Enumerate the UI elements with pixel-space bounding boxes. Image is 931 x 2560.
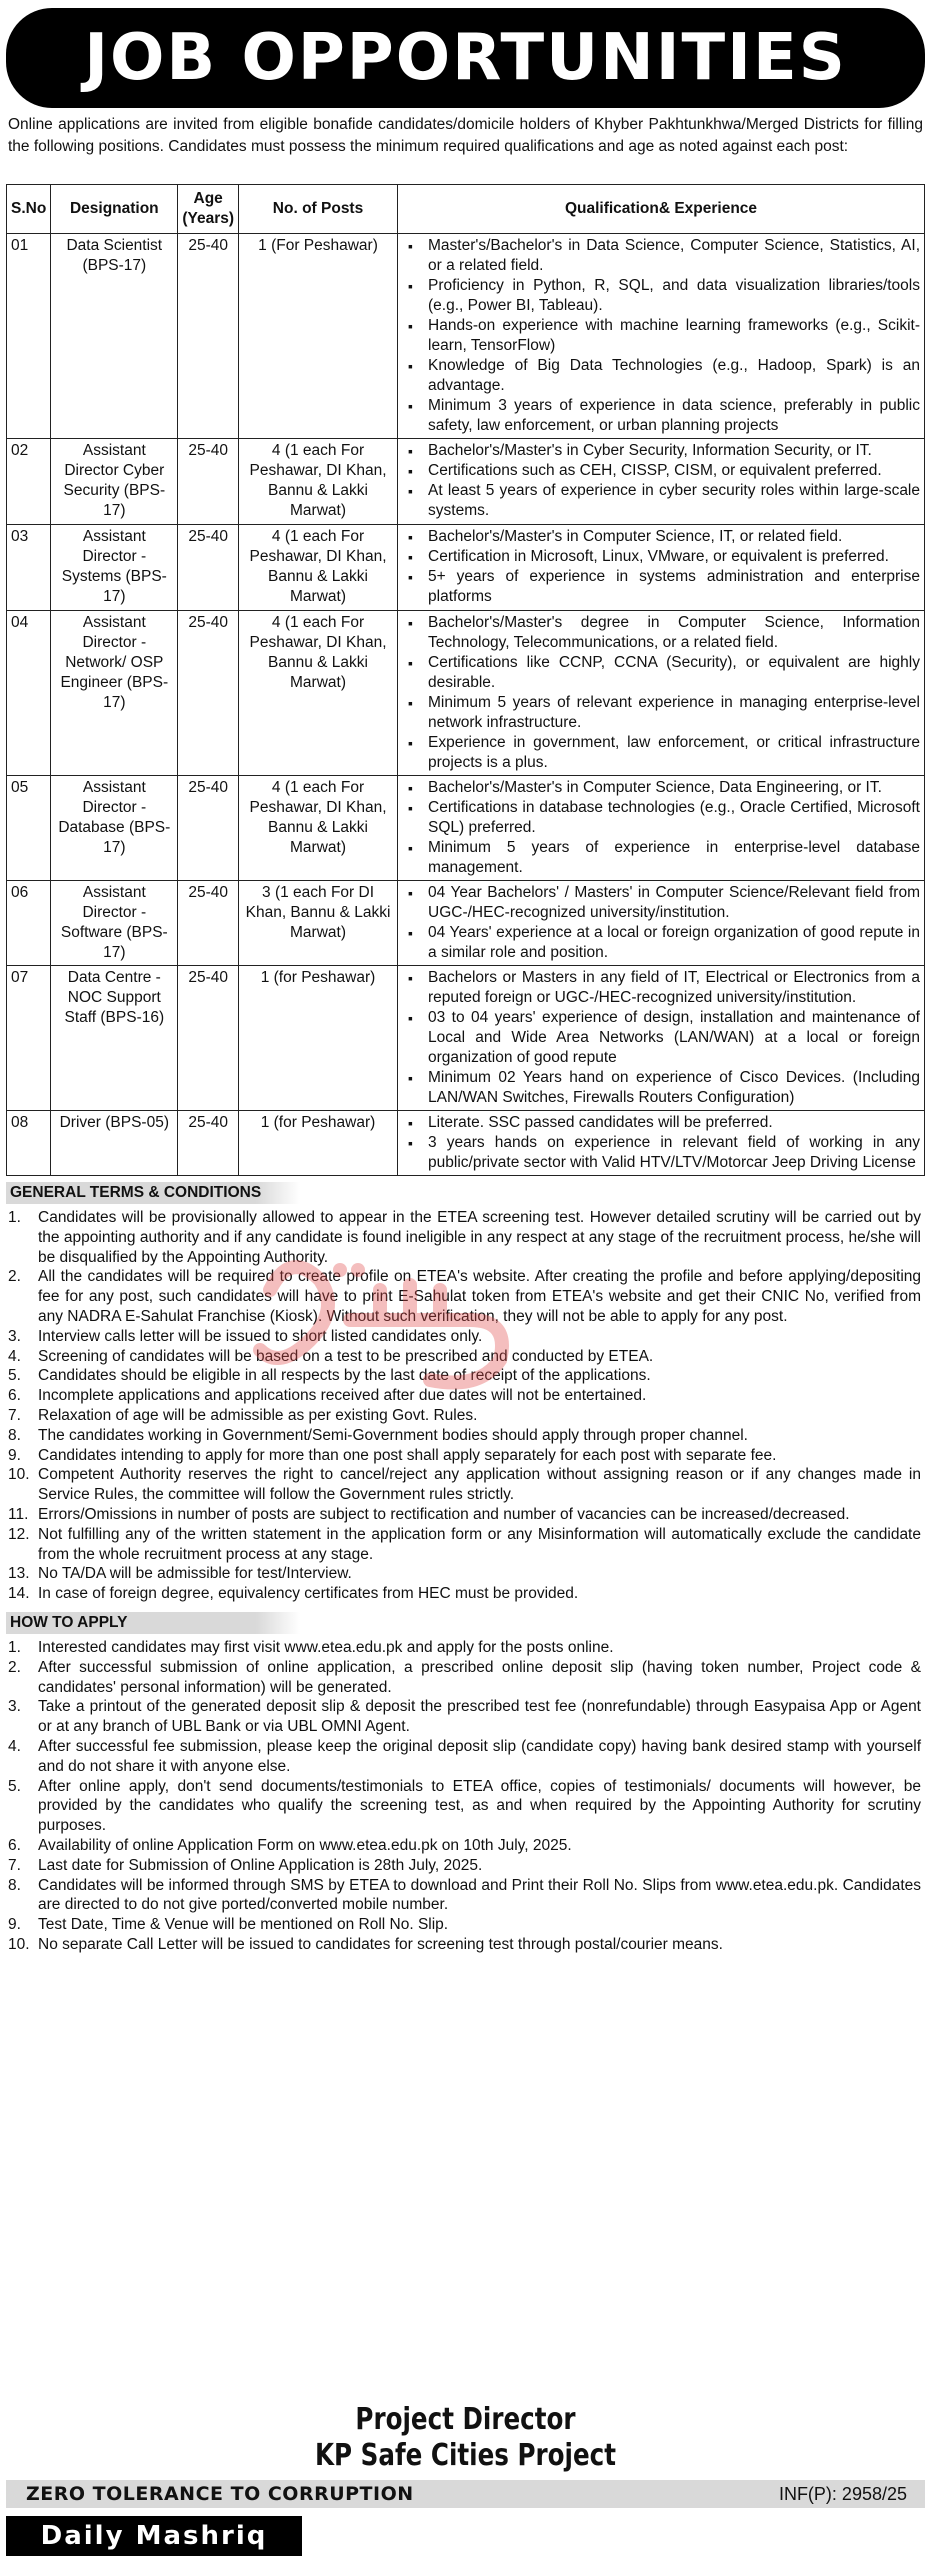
- list-item: [8, 1564, 921, 1584]
- list-item-text: The candidates working in Government/Semi-Government bodies should apply through proper channel.: [38, 1426, 748, 1444]
- list-item-number: 5.: [8, 1367, 21, 1385]
- row-designation: Assistant Director Cyber Security (BPS-17): [51, 439, 178, 525]
- row-qualifications: [398, 1111, 925, 1176]
- qualification-item: ▪ 04 Years' experience at a local or foreign organization of good repute in a similar role and position.: [428, 923, 920, 963]
- qualification-item: ▪ Proficiency in Python, R, SQL, and data visualization libraries/tools (e.g., Power BI, Tableau).: [428, 276, 920, 316]
- footer-bar: [6, 2480, 925, 2508]
- list-item: [8, 1836, 921, 1856]
- list-item-text: After successful fee submission, please keep the original deposit slip (candidate copy) having bank desired stamp with yourself and do not share it with anyone else.: [38, 1737, 921, 1775]
- list-item-number: 1.: [8, 1209, 21, 1226]
- list-item-text: No TA/DA will be admissible for test/Interview.: [38, 1565, 352, 1583]
- header-posts: No. of Posts: [239, 185, 398, 234]
- list-item-text: Candidates intending to apply for more than one post shall apply separately for each post with separate fee.: [38, 1446, 777, 1464]
- list-item: [8, 1876, 921, 1916]
- row-qualifications: [398, 776, 925, 881]
- table-row: [7, 439, 925, 525]
- list-item-text: Relaxation of age will be admissible as per existing Govt. Rules.: [38, 1406, 478, 1424]
- list-item-number: 12.: [8, 1525, 30, 1543]
- project-name: KP Safe Cities Project: [314, 2438, 617, 2473]
- row-sno: 02: [7, 439, 51, 525]
- list-item: [8, 1737, 921, 1777]
- row-qualifications: [398, 966, 925, 1111]
- list-item-number: 4.: [8, 1347, 21, 1365]
- header-designation: Designation: [51, 185, 178, 234]
- list-item-text: Competent Authority reserves the right to cancel/reject any application without assigning reason or if any changes made in Service Rules, the committee will follow the Government rules strictly.: [38, 1466, 921, 1504]
- row-posts: 1 (for Peshawar): [239, 1111, 398, 1176]
- qualification-item: ▪ Bachelor's/Master's in Computer Science, Data Engineering, or IT.: [428, 778, 920, 798]
- list-item-number: 2.: [8, 1268, 21, 1286]
- row-sno: 01: [7, 234, 51, 439]
- row-sno: 08: [7, 1111, 51, 1176]
- brand-name: Daily Mashriq: [40, 2521, 268, 2551]
- list-item: [8, 1347, 921, 1367]
- list-item: [8, 1465, 921, 1505]
- row-sno: 05: [7, 776, 51, 881]
- list-item: [8, 1406, 921, 1426]
- list-item: [8, 1366, 921, 1386]
- row-sno: 04: [7, 611, 51, 776]
- list-item-number: 8.: [8, 1426, 21, 1444]
- row-age: 25-40: [178, 525, 239, 611]
- list-item: [8, 1697, 921, 1737]
- list-item-number: 11.: [8, 1505, 29, 1523]
- header-age: Age (Years): [178, 185, 239, 234]
- qualification-item: ▪ Literate. SSC passed candidates will be preferred.: [428, 1113, 920, 1133]
- row-qualifications: [398, 439, 925, 525]
- list-item-number: 14.: [8, 1585, 30, 1603]
- list-item-text: Candidates will be informed through SMS by ETEA to download and Print their Roll No. Slips from www.etea.edu.pk. Candidates are directed to do not give ported/converted mobile number.: [38, 1876, 921, 1914]
- qualification-item: ▪ Certifications like CCNP, CCNA (Security), or equivalent are highly desirable.: [428, 653, 920, 693]
- list-item-text: Test Date, Time & Venue will be mentioned on Roll No. Slip.: [38, 1916, 449, 1934]
- list-item-number: 9.: [8, 1446, 21, 1464]
- row-age: 25-40: [178, 234, 239, 439]
- list-item-number: 10.: [8, 1935, 30, 1953]
- list-item: [8, 1915, 921, 1935]
- qualification-item: ▪ 03 to 04 years' experience of design, installation and maintenance of Local and Wide Area Networks (LAN/WAN) at a local or foreign organization of good repute: [428, 1008, 920, 1068]
- list-item-text: Availability of online Application Form on www.etea.edu.pk on 10th July, 2025.: [38, 1836, 572, 1854]
- row-qualifications: [398, 881, 925, 966]
- list-item-number: 6.: [8, 1387, 21, 1405]
- qualification-item: ▪ 04 Year Bachelors' / Masters' in Computer Science/Relevant field from UGC-/HEC-recognized university/institution.: [428, 883, 920, 923]
- terms-heading: GENERAL TERMS & CONDITIONS: [6, 1182, 300, 1204]
- row-designation: Assistant Director - Network/ OSP Engineer (BPS-17): [51, 611, 178, 776]
- row-sno: 03: [7, 525, 51, 611]
- header-sno: S.No: [7, 185, 51, 234]
- qualification-item: ▪ Bachelor's/Master's degree in Computer Science, Information Technology, Telecommunications, or a related field.: [428, 613, 920, 653]
- header-qualification: Qualification& Experience: [398, 185, 925, 234]
- list-item: [8, 1658, 921, 1698]
- list-item: [8, 1584, 921, 1604]
- qualification-item: ▪ Minimum 02 Years hand on experience of Cisco Devices. (Including LAN/WAN Switches, Firewalls Routers Configuration): [428, 1068, 920, 1108]
- newspaper-brand: [6, 2516, 302, 2556]
- list-item-text: All the candidates will be required to create profile on ETEA's website. After creating the profile and before applying/depositing fee for any post, such candidates will have to print E-Sahulat token from ETEA's website and get their CNIC No, verified from any NADRA E-Sahulat Franchise (Kiosk). Without such verification, they will not be able to apply for any post.: [38, 1268, 921, 1325]
- row-age: 25-40: [178, 776, 239, 881]
- list-item: [8, 1935, 921, 1955]
- list-item-number: 10.: [8, 1466, 30, 1484]
- intro-paragraph: Online applications are invited from eligible bonafide candidates/domicile holders of Khyber Pakhtunkhwa/Merged Districts for filling the following positions. Candidates must possess the minimum required qualifications and age as noted against each post:: [8, 116, 923, 155]
- qualification-item: ▪ 5+ years of experience in systems administration and enterprise platforms: [428, 567, 920, 607]
- row-posts: 1 (For Peshawar): [239, 234, 398, 439]
- list-item-number: 7.: [8, 1856, 21, 1874]
- list-item-text: Candidates should be eligible in all respects by the last date of receipt of the applications.: [38, 1367, 651, 1385]
- list-item: [8, 1525, 921, 1565]
- list-item-text: Last date for Submission of Online Application is 28th July, 2025.: [38, 1856, 483, 1874]
- row-posts: 3 (1 each For DI Khan, Bannu & Lakki Marwat): [239, 881, 398, 966]
- qualification-item: ▪ Certification in Microsoft, Linux, VMware, or equivalent is preferred.: [428, 547, 920, 567]
- row-age: 25-40: [178, 439, 239, 525]
- list-item: [8, 1327, 921, 1347]
- qualification-item: ▪ Minimum 5 years of experience in enterprise-level database management.: [428, 838, 920, 878]
- row-qualifications: [398, 611, 925, 776]
- qualification-item: ▪ Knowledge of Big Data Technologies (e.g., Hadoop, Spark) is an advantage.: [428, 356, 920, 396]
- qualification-item: ▪ Experience in government, law enforcement, or critical infrastructure projects is a plus.: [428, 733, 920, 773]
- table-row: [7, 776, 925, 881]
- qualification-item: ▪ At least 5 years of experience in cyber security roles within large-scale systems.: [428, 481, 920, 521]
- inf-number: INF(P): 2958/25: [778, 2484, 907, 2504]
- list-item: [8, 1267, 921, 1326]
- row-designation: Assistant Director - Systems (BPS-17): [51, 525, 178, 611]
- list-item-text: Errors/Omissions in number of posts are subject to rectification and number of vacancies can be increased/decreased.: [38, 1505, 850, 1523]
- table-header-row: [7, 185, 925, 234]
- list-item: [8, 1386, 921, 1406]
- terms-list: [8, 1208, 921, 1604]
- table-row: [7, 1111, 925, 1176]
- list-item-number: 4.: [8, 1737, 21, 1755]
- row-posts: 4 (1 each For Peshawar, DI Khan, Bannu & Lakki Marwat): [239, 525, 398, 611]
- list-item: [8, 1426, 921, 1446]
- row-posts: 1 (for Peshawar): [239, 966, 398, 1111]
- row-designation: Data Scientist (BPS-17): [51, 234, 178, 439]
- qualification-item: ▪ Certifications such as CEH, CISSP, CISM, or equivalent preferred.: [428, 461, 920, 481]
- row-age: 25-40: [178, 611, 239, 776]
- list-item-number: 3.: [8, 1698, 21, 1716]
- qualification-item: ▪ 3 years hands on experience in relevant field of working in any public/private sector with Valid HTV/LTV/Motorcar Jeep Driving License: [428, 1133, 920, 1173]
- row-designation: Assistant Director - Software (BPS-17): [51, 881, 178, 966]
- qualification-item: ▪ Minimum 3 years of experience in data science, preferably in public safety, law enforcement, or urban planning projects: [428, 396, 920, 436]
- list-item-number: 7.: [8, 1406, 21, 1424]
- list-item-text: After online apply, don't send documents/testimonials to ETEA office, copies of testimonials/ documents will however, be provided by the candidates who qualify the screening test, as and when required by the Appointing Authority for scrutiny purposes.: [38, 1777, 921, 1835]
- row-qualifications: [398, 234, 925, 439]
- project-director: Project Director: [355, 2402, 576, 2437]
- row-designation: Driver (BPS-05): [51, 1111, 178, 1176]
- list-item-text: Interested candidates may first visit www.etea.edu.pk and apply for the posts online.: [38, 1639, 614, 1656]
- title-banner: [6, 8, 925, 108]
- list-item-text: Screening of candidates will be based on a test to be prescribed and conducted by ETEA.: [38, 1347, 654, 1365]
- list-item: [8, 1777, 921, 1836]
- row-qualifications: [398, 525, 925, 611]
- list-item-text: In case of foreign degree, equivalency certificates from HEC must be provided.: [38, 1585, 579, 1603]
- row-age: 25-40: [178, 881, 239, 966]
- list-item-number: 5.: [8, 1777, 21, 1795]
- table-row: [7, 966, 925, 1111]
- qualification-item: ▪ Certifications in database technologies (e.g., Oracle Certified, Microsoft SQL) preferred.: [428, 798, 920, 838]
- slogan: ZERO TOLERANCE TO CORRUPTION: [26, 2483, 414, 2505]
- table-row: [7, 525, 925, 611]
- qualification-item: ▪ Bachelor's/Master's in Computer Science, IT, or related field.: [428, 527, 920, 547]
- jobs-table: [6, 184, 925, 1176]
- list-item-number: 3.: [8, 1327, 21, 1345]
- list-item-text: Not fulfilling any of the written statement in the application form or any Misinformation will automatically exclude the candidate from the whole recruitment process at any stage.: [38, 1525, 921, 1563]
- list-item-text: Take a printout of the generated deposit slip & deposit the prescribed test fee (nonrefundable) through Easypaisa App or Agent or at any branch of UBL Bank or via UBL OMNI Agent.: [38, 1698, 921, 1736]
- qualification-item: ▪ Bachelor's/Master's in Cyber Security, Information Security, or IT.: [428, 441, 920, 461]
- list-item-number: 1.: [8, 1639, 21, 1656]
- list-item: [8, 1505, 921, 1525]
- row-sno: 06: [7, 881, 51, 966]
- row-age: 25-40: [178, 966, 239, 1111]
- list-item-number: 9.: [8, 1916, 21, 1934]
- list-item-text: After successful submission of online application, a prescribed online deposit slip (having token number, Project code & candidates' personal information) will be generated.: [38, 1658, 921, 1696]
- list-item-number: 13.: [8, 1565, 30, 1583]
- row-posts: 4 (1 each For Peshawar, DI Khan, Bannu & Lakki Marwat): [239, 611, 398, 776]
- table-row: [7, 611, 925, 776]
- table-row: [7, 234, 925, 439]
- list-item-text: Interview calls letter will be issued to short listed candidates only.: [38, 1327, 483, 1345]
- qualification-item: ▪ Bachelors or Masters in any field of IT, Electrical or Electronics from a reputed foreign or UGC-/HEC-recognized university/institution.: [428, 968, 920, 1008]
- row-posts: 4 (1 each For Peshawar, DI Khan, Bannu & Lakki Marwat): [239, 439, 398, 525]
- qualification-item: ▪ Hands-on experience with machine learning frameworks (e.g., Scikit-learn, TensorFlow): [428, 316, 920, 356]
- list-item-number: 2.: [8, 1658, 21, 1676]
- row-age: 25-40: [178, 1111, 239, 1176]
- how-to-apply-heading: HOW TO APPLY: [6, 1612, 300, 1634]
- list-item-text: Incomplete applications and applications received after due dates will not be entertained.: [38, 1387, 647, 1405]
- list-item: [8, 1446, 921, 1466]
- list-item-text: No separate Call Letter will be issued to candidates for screening test through postal/courier means.: [38, 1935, 723, 1953]
- page-title: JOB OPPORTUNITIES: [84, 21, 847, 95]
- row-sno: 07: [7, 966, 51, 1111]
- list-item: [8, 1208, 921, 1267]
- list-item: [8, 1638, 921, 1658]
- row-posts: 4 (1 each For Peshawar, DI Khan, Bannu & Lakki Marwat): [239, 776, 398, 881]
- table-row: [7, 881, 925, 966]
- list-item-number: 6.: [8, 1836, 21, 1854]
- qualification-item: ▪ Master's/Bachelor's in Data Science, Computer Science, Statistics, AI, or a related field.: [428, 236, 920, 276]
- how-to-apply-list: [8, 1638, 921, 1955]
- list-item-text: Candidates will be provisionally allowed to appear in the ETEA screening test. However detailed scrutiny will be carried out by the appointing authority and if any candidate is found ineligible in any respect at any stage of the recruitment process, he/she will be disqualified by the Appointing Authority.: [38, 1209, 921, 1266]
- list-item: [8, 1856, 921, 1876]
- qualification-item: ▪ Minimum 5 years of relevant experience in managing enterprise-level network infrastructure.: [428, 693, 920, 733]
- row-designation: Data Centre - NOC Support Staff (BPS-16): [51, 966, 178, 1111]
- list-item-number: 8.: [8, 1876, 21, 1894]
- row-designation: Assistant Director - Database (BPS-17): [51, 776, 178, 881]
